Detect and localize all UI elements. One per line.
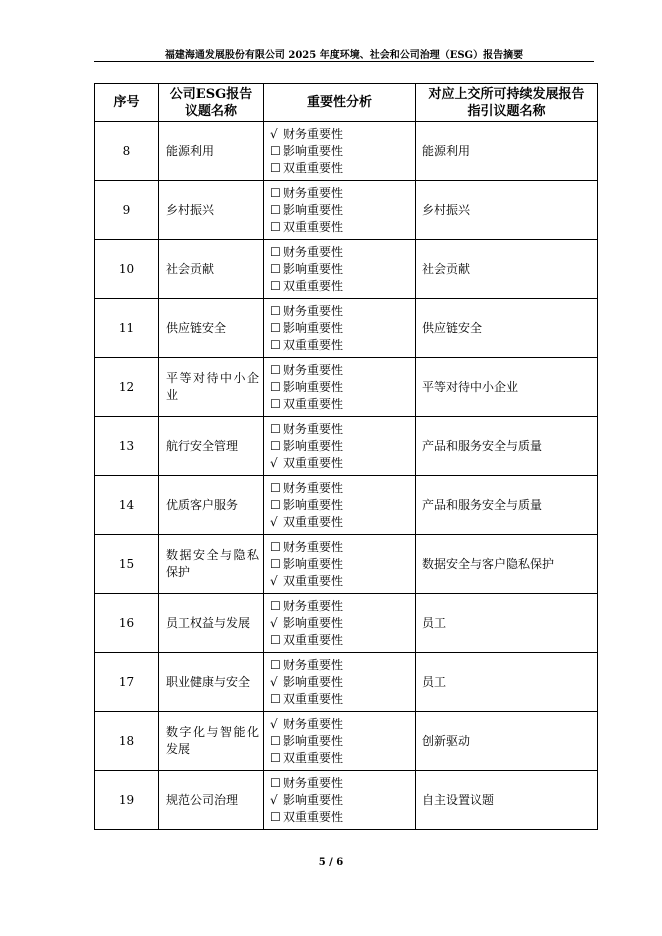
sse-topic-name: 员工 <box>416 653 598 712</box>
materiality-option-label: 财务重要性 <box>283 362 344 377</box>
sse-topic-name: 数据安全与客户隐私保护 <box>416 535 598 594</box>
materiality-option-label: 影响重要性 <box>283 497 344 512</box>
materiality-option <box>270 615 415 632</box>
table-row <box>95 476 598 535</box>
checkbox-empty-icon: ☐ <box>270 539 281 554</box>
row-number: 14 <box>95 476 159 535</box>
materiality-option <box>270 573 415 590</box>
materiality-option <box>270 657 415 674</box>
materiality-option <box>270 438 415 455</box>
materiality-option <box>270 480 415 497</box>
materiality-option-label: 财务重要性 <box>283 716 344 731</box>
col-header-materiality: 重要性分析 <box>264 84 416 122</box>
topic-name: 规范公司治理 <box>159 771 264 830</box>
materiality-option <box>270 514 415 531</box>
materiality-options <box>264 594 416 653</box>
checkbox-empty-icon: ☐ <box>270 303 281 318</box>
materiality-options <box>264 181 416 240</box>
checkmark-icon: √ <box>270 615 278 630</box>
materiality-option <box>270 497 415 514</box>
materiality-options <box>264 476 416 535</box>
checkbox-empty-icon: ☐ <box>270 362 281 377</box>
table-body <box>95 122 598 830</box>
materiality-option-label: 双重重要性 <box>283 809 344 824</box>
checkbox-empty-icon: ☐ <box>270 202 281 217</box>
materiality-option <box>270 278 415 295</box>
materiality-option-label: 双重重要性 <box>283 337 344 352</box>
topic-name: 优质客户服务 <box>159 476 264 535</box>
page-number: 5 / 6 <box>318 857 344 868</box>
checkbox-empty-icon: ☐ <box>270 219 281 234</box>
checkbox-empty-icon: ☐ <box>270 733 281 748</box>
materiality-option-label: 财务重要性 <box>283 126 344 141</box>
checkbox-empty-icon: ☐ <box>270 320 281 335</box>
materiality-option-label: 双重重要性 <box>283 455 344 470</box>
table-header-row <box>95 84 598 122</box>
topic-name: 供应链安全 <box>159 299 264 358</box>
materiality-options <box>264 122 416 181</box>
sse-topic-name: 自主设置议题 <box>416 771 598 830</box>
materiality-option-label: 财务重要性 <box>283 185 344 200</box>
materiality-option-label: 影响重要性 <box>283 556 344 571</box>
table-row <box>95 240 598 299</box>
materiality-option-label: 财务重要性 <box>283 598 344 613</box>
materiality-option-label: 双重重要性 <box>283 514 344 529</box>
row-number: 9 <box>95 181 159 240</box>
materiality-option-label: 财务重要性 <box>283 775 344 790</box>
topic-name: 职业健康与安全 <box>159 653 264 712</box>
materiality-option-label: 双重重要性 <box>283 396 344 411</box>
checkmark-icon: √ <box>270 792 278 807</box>
table-row <box>95 653 598 712</box>
sse-topic-name: 创新驱动 <box>416 712 598 771</box>
sse-topic-name: 员工 <box>416 594 598 653</box>
row-number: 15 <box>95 535 159 594</box>
materiality-option-label: 影响重要性 <box>283 320 344 335</box>
row-number: 10 <box>95 240 159 299</box>
materiality-option <box>270 421 415 438</box>
materiality-option-label: 双重重要性 <box>283 573 344 588</box>
materiality-option <box>270 362 415 379</box>
topic-name: 数字化与智能化发展 <box>159 712 264 771</box>
materiality-options <box>264 771 416 830</box>
row-number: 8 <box>95 122 159 181</box>
checkbox-empty-icon: ☐ <box>270 657 281 672</box>
materiality-option-label: 影响重要性 <box>283 674 344 689</box>
materiality-option <box>270 556 415 573</box>
materiality-option-label: 影响重要性 <box>283 792 344 807</box>
checkbox-empty-icon: ☐ <box>270 396 281 411</box>
materiality-option <box>270 598 415 615</box>
materiality-options <box>264 417 416 476</box>
materiality-option-label: 影响重要性 <box>283 733 344 748</box>
checkbox-empty-icon: ☐ <box>270 556 281 571</box>
materiality-option-label: 双重重要性 <box>283 632 344 647</box>
topic-name: 乡村振兴 <box>159 181 264 240</box>
materiality-option <box>270 185 415 202</box>
materiality-option <box>270 126 415 143</box>
materiality-option <box>270 455 415 472</box>
materiality-option-label: 双重重要性 <box>283 219 344 234</box>
materiality-option-label: 财务重要性 <box>283 657 344 672</box>
checkbox-empty-icon: ☐ <box>270 337 281 352</box>
materiality-option <box>270 792 415 809</box>
table-row <box>95 535 598 594</box>
checkbox-empty-icon: ☐ <box>270 480 281 495</box>
checkbox-empty-icon: ☐ <box>270 598 281 613</box>
row-number: 19 <box>95 771 159 830</box>
materiality-option <box>270 396 415 413</box>
checkbox-empty-icon: ☐ <box>270 244 281 259</box>
topic-name: 能源利用 <box>159 122 264 181</box>
table-row <box>95 181 598 240</box>
materiality-option <box>270 379 415 396</box>
checkmark-icon: √ <box>270 514 278 529</box>
sse-topic-name: 社会贡献 <box>416 240 598 299</box>
col-header-topic: 公司ESG报告议题名称 <box>159 84 264 122</box>
materiality-options <box>264 240 416 299</box>
materiality-option-label: 影响重要性 <box>283 202 344 217</box>
materiality-option-label: 财务重要性 <box>283 244 344 259</box>
sse-topic-name: 供应链安全 <box>416 299 598 358</box>
materiality-option <box>270 691 415 708</box>
checkbox-empty-icon: ☐ <box>270 143 281 158</box>
materiality-options <box>264 358 416 417</box>
materiality-options <box>264 653 416 712</box>
materiality-option <box>270 750 415 767</box>
col-header-sse-topic: 对应上交所可持续发展报告指引议题名称 <box>416 84 598 122</box>
topic-name: 员工权益与发展 <box>159 594 264 653</box>
checkmark-icon: √ <box>270 674 278 689</box>
materiality-option-label: 财务重要性 <box>283 480 344 495</box>
materiality-option-label: 双重重要性 <box>283 750 344 765</box>
materiality-option <box>270 632 415 649</box>
materiality-option <box>270 674 415 691</box>
checkbox-empty-icon: ☐ <box>270 809 281 824</box>
materiality-option <box>270 219 415 236</box>
materiality-option <box>270 775 415 792</box>
row-number: 13 <box>95 417 159 476</box>
materiality-options <box>264 299 416 358</box>
checkbox-empty-icon: ☐ <box>270 775 281 790</box>
materiality-option <box>270 733 415 750</box>
checkbox-empty-icon: ☐ <box>270 750 281 765</box>
checkbox-empty-icon: ☐ <box>270 379 281 394</box>
materiality-option-label: 影响重要性 <box>283 438 344 453</box>
materiality-option <box>270 337 415 354</box>
materiality-options <box>264 535 416 594</box>
materiality-option <box>270 303 415 320</box>
table-row <box>95 417 598 476</box>
topic-name: 航行安全管理 <box>159 417 264 476</box>
checkmark-icon: √ <box>270 716 278 731</box>
checkbox-empty-icon: ☐ <box>270 438 281 453</box>
checkbox-empty-icon: ☐ <box>270 185 281 200</box>
materiality-option-label: 影响重要性 <box>283 615 344 630</box>
row-number: 11 <box>95 299 159 358</box>
header-rule <box>94 61 594 62</box>
materiality-option-label: 双重重要性 <box>283 278 344 293</box>
materiality-option <box>270 160 415 177</box>
materiality-option-label: 财务重要性 <box>283 539 344 554</box>
sse-topic-name: 平等对待中小企业 <box>416 358 598 417</box>
checkmark-icon: √ <box>270 126 278 141</box>
checkbox-empty-icon: ☐ <box>270 632 281 647</box>
materiality-option-label: 影响重要性 <box>283 261 344 276</box>
table-row <box>95 594 598 653</box>
materiality-option-label: 影响重要性 <box>283 143 344 158</box>
table-row <box>95 771 598 830</box>
sse-topic-name: 乡村振兴 <box>416 181 598 240</box>
col-header-no: 序号 <box>95 84 159 122</box>
topic-name: 数据安全与隐私保护 <box>159 535 264 594</box>
topic-name: 平等对待中小企业 <box>159 358 264 417</box>
materiality-option-label: 财务重要性 <box>283 303 344 318</box>
materiality-options <box>264 712 416 771</box>
checkbox-empty-icon: ☐ <box>270 160 281 175</box>
materiality-option-label: 双重重要性 <box>283 691 344 706</box>
materiality-option <box>270 202 415 219</box>
page-header: 福建海通发展股份有限公司 2025 年度环境、社会和公司治理（ESG）报告摘要 <box>164 50 524 61</box>
row-number: 16 <box>95 594 159 653</box>
checkbox-empty-icon: ☐ <box>270 691 281 706</box>
checkmark-icon: √ <box>270 455 278 470</box>
row-number: 18 <box>95 712 159 771</box>
sse-topic-name: 产品和服务安全与质量 <box>416 417 598 476</box>
table-row <box>95 122 598 181</box>
sse-topic-name: 能源利用 <box>416 122 598 181</box>
materiality-option <box>270 539 415 556</box>
row-number: 12 <box>95 358 159 417</box>
checkbox-empty-icon: ☐ <box>270 421 281 436</box>
checkmark-icon: √ <box>270 573 278 588</box>
checkbox-empty-icon: ☐ <box>270 261 281 276</box>
checkbox-empty-icon: ☐ <box>270 497 281 512</box>
checkbox-empty-icon: ☐ <box>270 278 281 293</box>
materiality-option <box>270 716 415 733</box>
table-row <box>95 299 598 358</box>
topic-name: 社会贡献 <box>159 240 264 299</box>
materiality-option-label: 双重重要性 <box>283 160 344 175</box>
materiality-option <box>270 320 415 337</box>
esg-topic-table <box>94 83 598 830</box>
materiality-option <box>270 809 415 826</box>
materiality-option <box>270 143 415 160</box>
materiality-option-label: 影响重要性 <box>283 379 344 394</box>
materiality-option <box>270 244 415 261</box>
row-number: 17 <box>95 653 159 712</box>
materiality-option <box>270 261 415 278</box>
table-row <box>95 712 598 771</box>
materiality-option-label: 财务重要性 <box>283 421 344 436</box>
table-row <box>95 358 598 417</box>
sse-topic-name: 产品和服务安全与质量 <box>416 476 598 535</box>
